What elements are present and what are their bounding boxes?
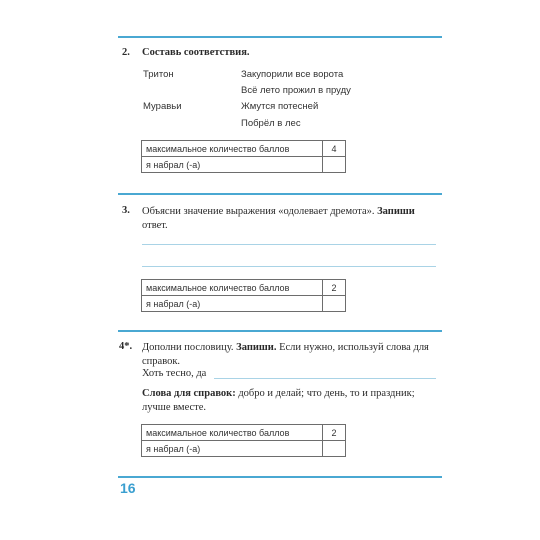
answer-line[interactable] (142, 266, 436, 267)
proverb-answer-line[interactable] (214, 378, 436, 379)
task-4-instruction: Дополни пословицу. (142, 342, 234, 353)
reference-words-line-2: лучше вместе. (142, 402, 207, 413)
reference-words: добро и делай; что день, то и праздник; (238, 388, 415, 399)
section-divider (118, 330, 442, 332)
task-3-text (142, 204, 415, 219)
earned-score-label: я набрал (-а) (142, 157, 323, 173)
task-3-number: 3. (122, 205, 130, 216)
task-3-instruction: Объясни значение выражения «одолевает дремота». (142, 206, 375, 217)
reference-words-label: Слова для справок: (142, 388, 236, 399)
reference-words-line-1 (142, 386, 415, 401)
answer-line[interactable] (142, 244, 436, 245)
earned-score-label: я набрал (-а) (142, 296, 323, 312)
score-table (141, 140, 346, 173)
section-divider (118, 476, 442, 478)
score-table (141, 279, 346, 312)
page-number: 16 (120, 480, 136, 496)
section-divider (118, 36, 442, 38)
task-4-number: 4*. (119, 341, 133, 352)
task-3-bold-word: Запиши (377, 206, 415, 217)
match-left-item: Тритон (143, 69, 174, 80)
max-score-value: 2 (323, 280, 346, 296)
task-4-text (142, 340, 429, 355)
task-4-text-end: справок. (142, 356, 181, 367)
match-right-item: Побрёл в лес (241, 118, 301, 129)
earned-score-value[interactable] (323, 441, 346, 457)
score-table (141, 424, 346, 457)
earned-score-label: я набрал (-а) (142, 441, 323, 457)
task-2-number: 2. (122, 47, 130, 58)
proverb-start: Хоть тесно, да (142, 368, 207, 379)
max-score-value: 2 (323, 425, 346, 441)
task-2-title: Составь соответствия. (142, 47, 250, 58)
max-score-value: 4 (323, 141, 346, 157)
match-right-item: Закупорили все ворота (241, 69, 344, 80)
task-4-bold-word: Запиши. (236, 342, 277, 353)
match-left-item: Муравьи (143, 101, 182, 112)
task-3-text-end: ответ. (142, 220, 168, 231)
max-score-label: максимальное количество баллов (142, 141, 323, 157)
match-right-item: Всё лето прожил в пруду (241, 85, 351, 96)
earned-score-value[interactable] (323, 157, 346, 173)
task-4-instruction-cont: Если нужно, используй слова для (279, 342, 429, 353)
max-score-label: максимальное количество баллов (142, 425, 323, 441)
max-score-label: максимальное количество баллов (142, 280, 323, 296)
match-right-item: Жмутся потесней (241, 101, 319, 112)
section-divider (118, 193, 442, 195)
earned-score-value[interactable] (323, 296, 346, 312)
